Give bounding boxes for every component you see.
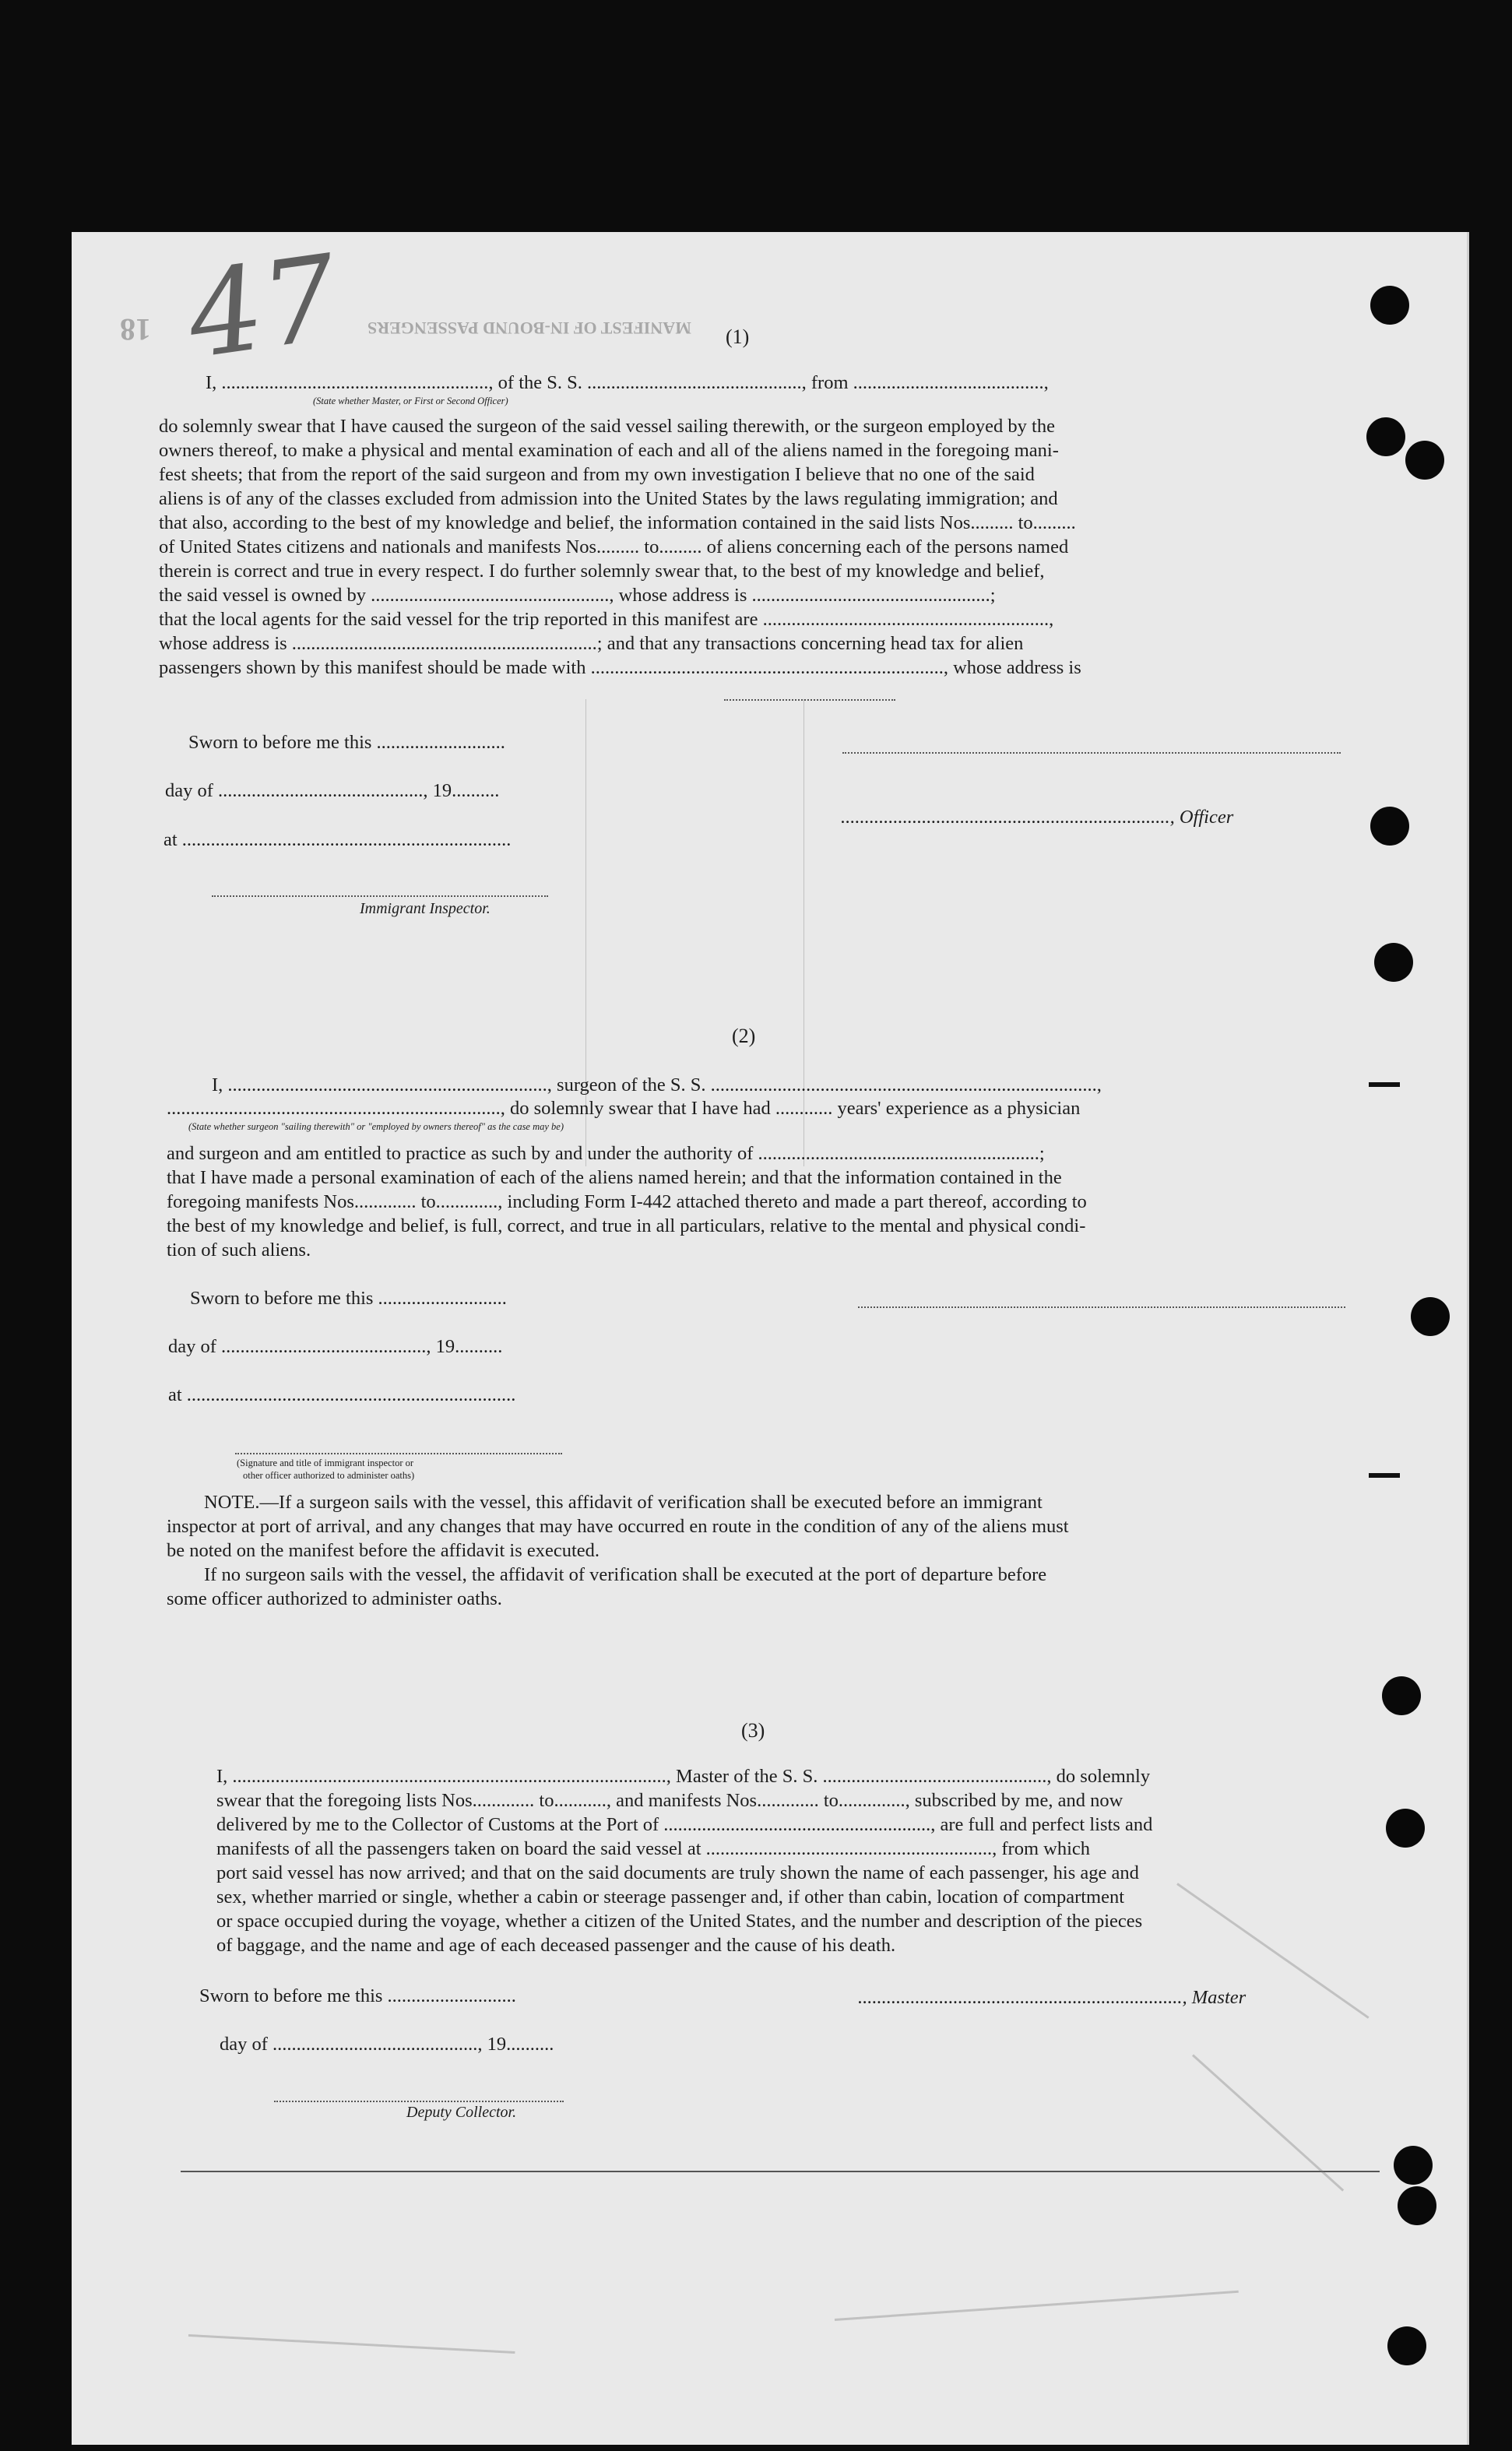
section-2-line: tion of such aliens.	[167, 1240, 311, 1261]
section-2-line: foregoing manifests Nos............. to............., including Form I-442 attached thereto and made a part thereof, according to	[167, 1191, 1087, 1212]
section-3-number: (3)	[741, 1719, 765, 1742]
section-3-line: sex, whether married or single, whether a cabin or steerage passenger and, if other than cabin, location of compartment	[216, 1887, 1125, 1908]
note-line: inspector at port of arrival, and any changes that may have occurred en route in the condition of any of the aliens must	[167, 1516, 1069, 1537]
binder-hole	[1398, 2186, 1436, 2225]
collector-rule	[274, 2101, 564, 2102]
binder-hole	[1411, 1297, 1450, 1336]
note-line: If no surgeon sails with the vessel, the affidavit of verification shall be executed at the port of departure before	[204, 1564, 1047, 1585]
surgeon-signature-rule	[858, 1306, 1345, 1308]
section-3-line: of baggage, and the name and age of each deceased passenger and the cause of his death.	[216, 1935, 896, 1956]
page-number-stamp: 18	[120, 312, 151, 347]
section-2-caption: (State whether surgeon "sailing therewith" or "employed by owners thereof" as the case may be)	[188, 1121, 564, 1132]
binder-hole	[1394, 2146, 1433, 2185]
handwritten-number: 47	[179, 230, 346, 385]
inspector-caption: Immigrant Inspector.	[360, 900, 491, 917]
binder-hole	[1382, 1676, 1421, 1715]
section-1-oath-line: I, ........................................................, of the S. S. ............................................., from ........................................,	[206, 372, 1049, 393]
manifest-page	[72, 232, 1469, 2445]
signature-caption-line-2: other officer authorized to administer oaths)	[243, 1470, 415, 1481]
section-3-line: port said vessel has now arrived; and that on the said documents are truly shown the name of each passenger, his age and	[216, 1862, 1139, 1883]
section-2-line: the best of my knowledge and belief, is full, correct, and true in all particulars, relative to the mental and physical condi-	[167, 1215, 1086, 1236]
pencil-stroke	[188, 2334, 515, 2354]
day-line-2: day of ..........................................., 19..........	[168, 1336, 503, 1357]
binder-hole	[1370, 286, 1409, 325]
sworn-line-2: Sworn to before me this ...........................	[190, 1288, 507, 1309]
binder-hole	[1366, 417, 1405, 456]
section-1-caption: (State whether Master, or First or Second Officer)	[313, 396, 508, 406]
collector-caption: Deputy Collector.	[406, 2104, 517, 2121]
section-1-line: of United States citizens and nationals and manifests Nos......... to......... of aliens concerning each of the persons named	[159, 536, 1069, 557]
section-1-line: that the local agents for the said vessel for the trip reported in this manifest are ............................................................,	[159, 609, 1054, 630]
signature-rule	[842, 752, 1341, 754]
binder-hole	[1386, 1809, 1425, 1848]
day-line-1: day of ..........................................., 19..........	[165, 780, 500, 801]
signature-caption-line-1: (Signature and title of immigrant inspector or	[237, 1458, 414, 1468]
section-2-line: that I have made a personal examination of each of the aliens named herein; and that the information contained in the	[167, 1167, 1062, 1188]
master-signature-line: ...................................................................., Master	[858, 1987, 1247, 2008]
section-3-line: delivered by me to the Collector of Customs at the Port of ........................................................, are full and perfect lists and	[216, 1814, 1153, 1835]
at-line-1: at .....................................................................	[164, 829, 512, 850]
dotted-rule	[724, 699, 895, 701]
officer-signature-line: ....................................................................., Officer	[841, 807, 1234, 828]
section-2-line: and surgeon and am entitled to practice as such by and under the authority of ...........................................................;	[167, 1143, 1045, 1164]
day-line-3: day of ..........................................., 19..........	[220, 2034, 554, 2055]
binder-hole	[1387, 2326, 1426, 2365]
note-line: be noted on the manifest before the affidavit is executed.	[167, 1540, 600, 1561]
binder-hole	[1405, 441, 1444, 480]
inspector-rule-2	[235, 1453, 562, 1454]
section-1-line: therein is correct and true in every respect. I do further solemnly swear that, to the best of my knowledge and belief,	[159, 561, 1045, 582]
manifest-heading-stamp: MANIFEST OF IN-BOUND PASSENGERS	[367, 318, 691, 338]
note-line: NOTE.—If a surgeon sails with the vessel, this affidavit of verification shall be executed before an immigrant	[204, 1492, 1043, 1513]
binder-hole	[1370, 807, 1409, 846]
section-1-line: do solemnly swear that I have caused the surgeon of the said vessel sailing therewith, or the surgeon employed by the	[159, 416, 1055, 437]
section-2-experience-line: ......................................................................, do solemnly swear that I have had ............ years' experience as a physician	[167, 1098, 1081, 1119]
sworn-line-3: Sworn to before me this ...........................	[199, 1985, 516, 2006]
bottom-rule	[181, 2171, 1380, 2172]
section-1-line: the said vessel is owned by .................................................., whose address is ..................................................;	[159, 585, 996, 606]
section-1-line: that also, according to the best of my knowledge and belief, the information contained in the said lists Nos......... to.........	[159, 512, 1076, 533]
section-1-number: (1)	[726, 325, 750, 348]
section-2-oath-line: I, ..................................................................., surgeon of the S. S. .................................................................................,	[212, 1074, 1102, 1095]
at-line-2: at .....................................................................	[168, 1384, 516, 1405]
section-3-line: manifests of all the passengers taken on board the said vessel at ............................................................, from which	[216, 1838, 1091, 1859]
inspector-rule	[212, 895, 548, 897]
section-1-line: fest sheets; that from the report of the said surgeon and from my own investigation I believe that no one of the said	[159, 464, 1035, 485]
section-1-line: owners thereof, to make a physical and mental examination of each and all of the aliens named in the foregoing mani-	[159, 440, 1059, 461]
section-3-line: swear that the foregoing lists Nos............. to..........., and manifests Nos............. to.............., subscribed by me, and now	[216, 1790, 1123, 1811]
note-line: some officer authorized to administer oaths.	[167, 1588, 502, 1609]
section-3-line: or space occupied during the voyage, whether a citizen of the United States, and the number and description of the pieces	[216, 1911, 1143, 1932]
section-1-line: passengers shown by this manifest should be made with .........................................................................., whose address is	[159, 657, 1081, 678]
binder-hole	[1374, 943, 1413, 982]
section-1-line: aliens is of any of the classes excluded from admission into the United States by the laws regulating immigration; and	[159, 488, 1058, 509]
margin-mark	[1369, 1082, 1400, 1087]
margin-mark	[1369, 1473, 1400, 1478]
section-1-line: whose address is ................................................................; and that any transactions concerning head tax for alien	[159, 633, 1024, 654]
pencil-stroke	[835, 2291, 1239, 2321]
section-3-line: I, ..........................................................................................., Master of the S. S. ..............................................., do solemnly	[216, 1766, 1151, 1787]
sworn-line-1: Sworn to before me this ...........................	[188, 732, 505, 753]
section-2-number: (2)	[732, 1025, 756, 1047]
